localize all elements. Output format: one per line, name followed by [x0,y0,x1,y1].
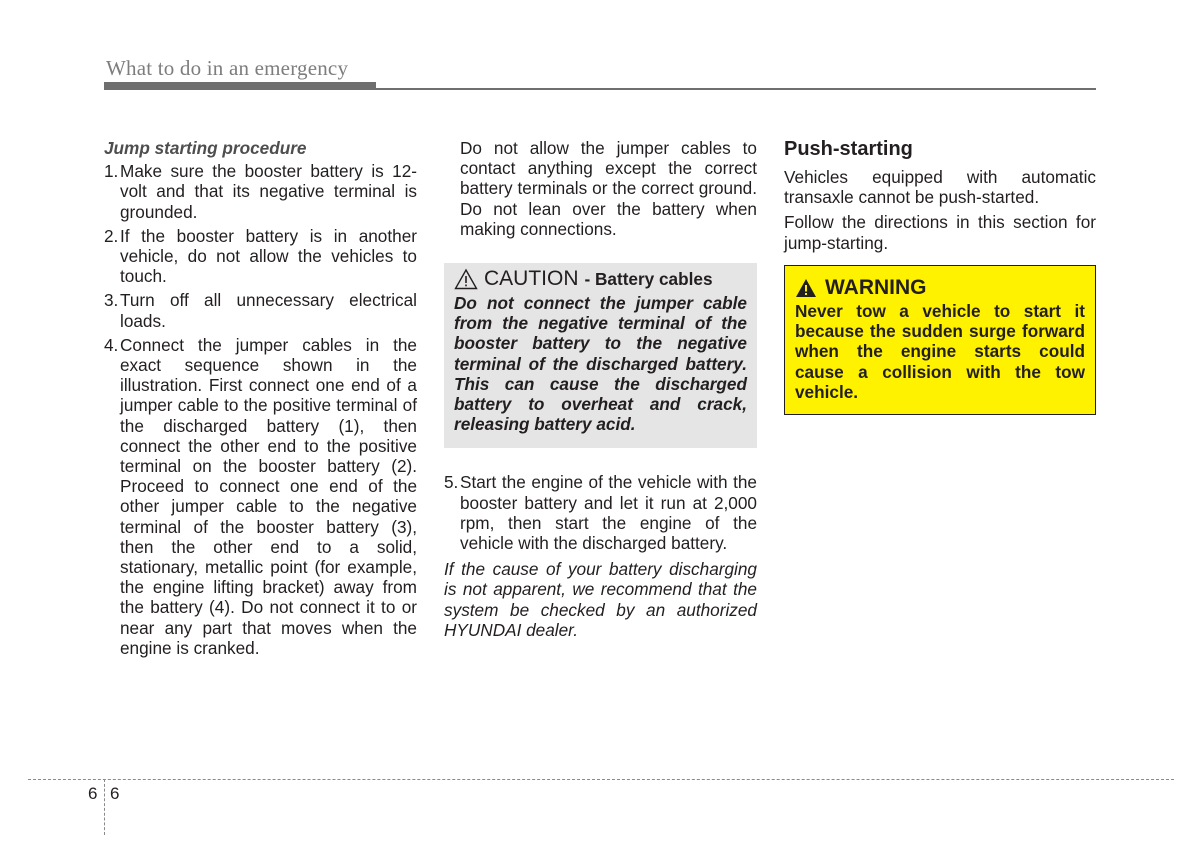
push-starting-para: Vehicles equipped with automatic transaxle cannot be push-started. [784,167,1096,208]
warning-header [795,275,1085,299]
step-number: 2. [104,225,119,246]
header-rule-thick [104,82,376,90]
step-number: 3. [104,290,119,311]
step-text: Connect the jumper cables in the exact sequence shown in the illustration. First connect one end of a jumper cable to the positive terminal of the discharged battery (1), then connect the other end to the positive terminal on the booster battery (2). Proceed to connect one end of the other jumper cable to the negative terminal of the booster battery (3), then the other end to a solid, stationary, metallic point (for example, the engine lifting bracket) away from the battery (4). Do not connect it to or near any part that moves when the engine is cranked. [120,334,417,658]
caution-triangle-icon [454,268,478,290]
step-number: 5. [444,472,459,493]
step4-continuation: Do not allow the jumper cables to contact anything except the correct battery terminals or the correct ground. Do not lean over the battery when making connections. [460,138,757,239]
warning-label: WARNING [825,275,927,299]
caution-header [454,268,747,290]
step-item [104,161,417,222]
chapter-number: 6 [88,784,98,803]
header-rule-thin [376,88,1096,90]
step-item [104,290,417,330]
column-left [104,138,417,662]
warning-text: Never tow a vehicle to start it because the sudden surge forward when the engine starts could cause a collision with the tow vehicle. [795,301,1085,402]
step-item [444,472,757,553]
caution-label: CAUTION [484,266,579,290]
step-text: If the booster battery is in another vehicle, do not allow the vehicles to touch. [120,225,417,287]
step-item [104,335,417,658]
footer-divider [104,779,105,835]
step-text: Make sure the booster battery is 12-volt and that its negative terminal is grounded. [120,161,417,222]
jump-start-reference-para: Follow the directions in this section for jump-starting. [784,212,1096,253]
warning-box [784,265,1096,415]
footer-rule [28,779,1174,780]
caution-text: Do not connect the jumper cable from the negative terminal of the booster battery to the negative terminal of the discharged battery. This can cause the discharged battery to overheat and crack, releasing battery acid. [454,293,747,435]
step-item [104,226,417,287]
caution-subtitle: - Battery cables [584,268,713,289]
step-number: 1. [104,161,119,182]
jump-start-subheading: Jump starting procedure [104,138,307,158]
column-middle [444,138,757,640]
page-number: 6 [110,784,120,803]
step-text: Start the engine of the vehicle with the booster battery and let it run at 2,000 rpm, then start the engine of the vehicle with the discharged battery. [460,472,757,554]
step-number: 4. [104,334,119,355]
dealer-note: If the cause of your battery discharging is not apparent, we recommend that the system be checked by an authorized HYUNDAI dealer. [444,559,757,640]
warning-triangle-icon [795,278,817,298]
step-text: Turn off all unnecessary electrical loads. [120,290,417,331]
caution-box [444,263,757,448]
push-starting-heading: Push-starting [784,138,913,160]
header-title: What to do in an emergency [106,56,349,80]
column-right [784,138,1096,415]
